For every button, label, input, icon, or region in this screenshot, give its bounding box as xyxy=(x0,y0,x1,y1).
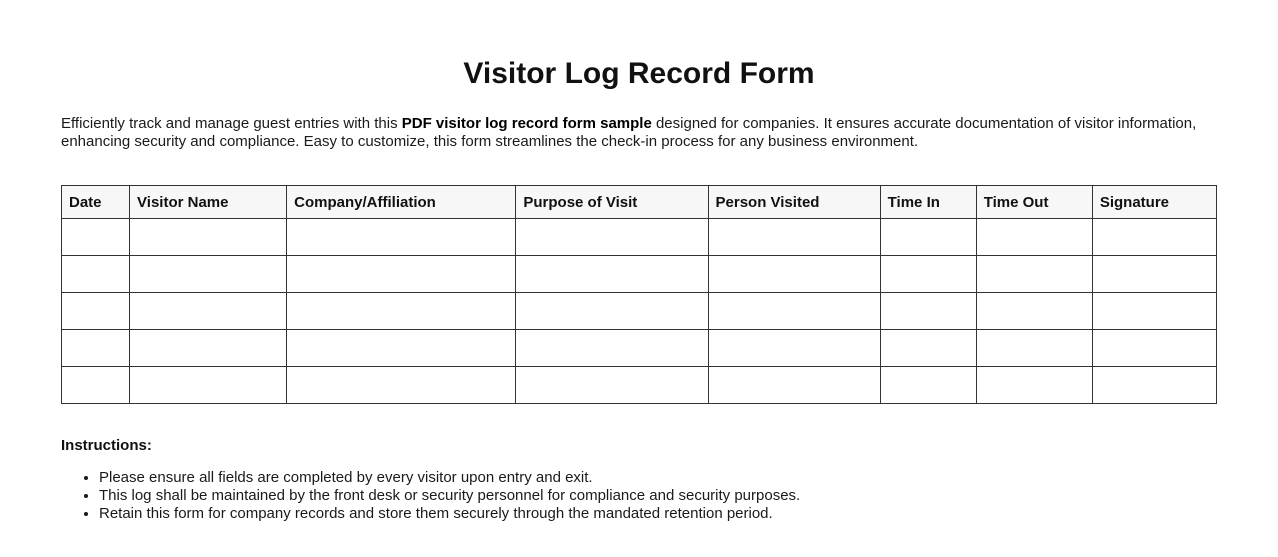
table-cell xyxy=(287,256,516,293)
intro-paragraph xyxy=(61,115,1217,150)
table-row xyxy=(62,367,1217,404)
table-cell xyxy=(708,330,880,367)
table-cell xyxy=(976,256,1092,293)
intro-text-start: Efficiently track and manage guest entries with this xyxy=(61,115,402,132)
table-cell xyxy=(516,367,708,404)
column-header-company-affiliation: Company/Affiliation xyxy=(287,186,516,219)
instruction-item: • Retain this form for company records and store them securely through the mandated retention period. xyxy=(99,505,1217,523)
table-cell xyxy=(880,219,976,256)
table-cell xyxy=(880,330,976,367)
instruction-item: • This log shall be maintained by the front desk or security personnel for compliance and security purposes. xyxy=(99,487,1217,505)
table-cell xyxy=(287,293,516,330)
table-cell xyxy=(1092,256,1216,293)
table-cell xyxy=(880,293,976,330)
table-cell xyxy=(976,293,1092,330)
table-cell xyxy=(516,219,708,256)
table-cell xyxy=(708,367,880,404)
table-cell xyxy=(1092,219,1216,256)
page-title: Visitor Log Record Form xyxy=(463,57,815,90)
table-cell xyxy=(130,330,287,367)
table-header-row xyxy=(62,186,1217,219)
table-row xyxy=(62,219,1217,256)
table-cell xyxy=(130,367,287,404)
table-row xyxy=(62,330,1217,367)
table-cell xyxy=(976,219,1092,256)
table-cell xyxy=(976,330,1092,367)
table-cell xyxy=(130,293,287,330)
table-cell xyxy=(62,219,130,256)
column-header-time-in: Time In xyxy=(880,186,976,219)
table-cell xyxy=(708,219,880,256)
table-cell xyxy=(708,293,880,330)
table-cell xyxy=(62,330,130,367)
table-cell xyxy=(287,367,516,404)
table-cell xyxy=(130,219,287,256)
table-cell xyxy=(1092,330,1216,367)
table-cell xyxy=(130,256,287,293)
table-cell xyxy=(708,256,880,293)
column-header-date: Date xyxy=(62,186,130,219)
instructions-heading: Instructions: xyxy=(61,437,152,454)
table-cell xyxy=(62,367,130,404)
table-cell xyxy=(516,330,708,367)
instructions-list xyxy=(61,469,1217,523)
instruction-item: • Please ensure all fields are completed by every visitor upon entry and exit. xyxy=(99,469,1217,487)
visitor-log-table xyxy=(61,185,1217,404)
table-cell xyxy=(1092,293,1216,330)
table-row xyxy=(62,256,1217,293)
table-cell xyxy=(880,256,976,293)
table-cell xyxy=(516,256,708,293)
intro-text-bold: PDF visitor log record form sample xyxy=(401,115,652,132)
table-cell xyxy=(1092,367,1216,404)
table-cell xyxy=(976,367,1092,404)
column-header-signature: Signature xyxy=(1092,186,1216,219)
document-page xyxy=(0,56,1278,523)
column-header-visitor-name: Visitor Name xyxy=(130,186,287,219)
table-row xyxy=(62,293,1217,330)
table-cell xyxy=(880,367,976,404)
table-cell xyxy=(62,293,130,330)
table-cell xyxy=(516,293,708,330)
table-cell xyxy=(287,330,516,367)
table-cell xyxy=(62,256,130,293)
table-cell xyxy=(287,219,516,256)
column-header-purpose-of-visit: Purpose of Visit xyxy=(516,186,708,219)
column-header-time-out: Time Out xyxy=(976,186,1092,219)
intro-text-end: designed for companies. It ensures accurate documentation of visitor information, enhancing security and compliance. Easy to customize, this form streamlines the check-in process for any business environment. xyxy=(61,115,1197,150)
column-header-person-visited: Person Visited xyxy=(708,186,880,219)
